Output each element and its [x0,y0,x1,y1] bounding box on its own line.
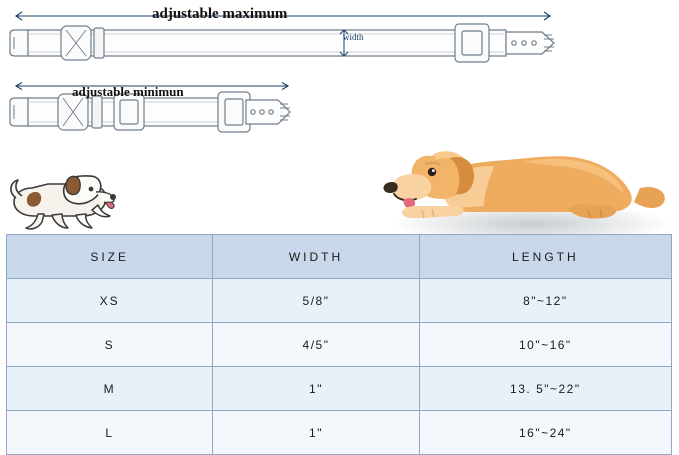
table-header-length: LENGTH [419,235,671,279]
cell-width: 1" [213,367,419,411]
table-row [7,367,672,411]
cell-length: 8"~12" [419,279,671,323]
lying-golden-retriever-illustration [372,96,672,246]
width-label: width [343,32,364,42]
running-dog-illustration [8,158,148,234]
table-row [7,323,672,367]
cell-width: 5/8" [213,279,419,323]
cell-width: 1" [213,411,419,455]
cell-length: 16"~24" [419,411,671,455]
cell-length: 10"~16" [419,323,671,367]
size-table [6,234,672,455]
table-header-size: SIZE [7,235,213,279]
table-header-row [7,235,672,279]
table-header-width: WIDTH [213,235,419,279]
table-row [7,411,672,455]
cell-length: 13. 5"~22" [419,367,671,411]
cell-size: M [7,367,213,411]
adjustable-maximum-label: adjustable maximum [152,6,288,22]
cell-size: XS [7,279,213,323]
adjustable-minimum-label: adjustable minimun [72,84,184,99]
cell-width: 4/5" [213,323,419,367]
cell-size: L [7,411,213,455]
cell-size: S [7,323,213,367]
table-row [7,279,672,323]
